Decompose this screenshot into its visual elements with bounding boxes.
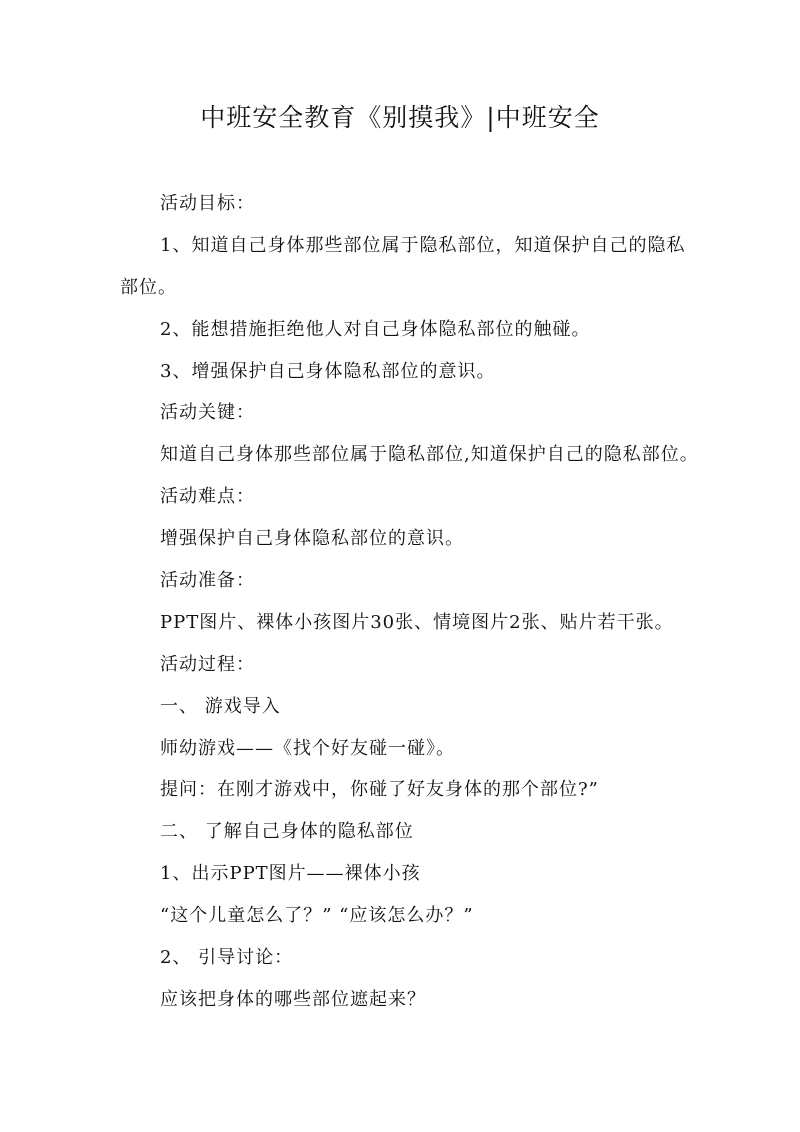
process-step-1-question: 提问：在刚才游戏中，你碰了好友身体的那个部位?” [160, 779, 599, 800]
preparation-text: PPT图片、裸体小孩图片30张、情境图片2张、贴片若干张。 [160, 612, 674, 633]
process-step-1-text: 师幼游戏——《找个好友碰一碰》。 [160, 738, 455, 759]
section-heading-preparation: 活动准备： [160, 570, 255, 591]
process-step-1-heading: 一、 游戏导入 [160, 696, 281, 717]
section-heading-key: 活动关键： [160, 402, 255, 423]
process-step-2-item-1: 1、出示PPT图片——裸体小孩 [160, 863, 421, 884]
process-step-2-heading: 二、 了解自己身体的隐私部位 [160, 821, 414, 842]
goal-item-1: 1、知道自己身体那些部位属于隐私部位，知道保护自己的隐私 [160, 235, 686, 256]
goal-item-1-continued: 部位。 [120, 277, 177, 298]
document-title: 中班安全教育《别摸我》|中班安全 [200, 103, 600, 132]
process-step-2-quotes: “这个儿童怎么了？” “应该怎么办？” [160, 905, 474, 926]
section-heading-goals: 活动目标： [160, 193, 255, 214]
goal-item-3: 3、增强保护自己身体隐私部位的意识。 [160, 361, 496, 382]
key-point-text: 知道自己身体那些部位属于隐私部位,知道保护自己的隐私部位。 [160, 444, 699, 465]
process-step-2-question: 应该把身体的哪些部位遮起来？ [160, 989, 426, 1010]
section-heading-difficulty: 活动难点： [160, 486, 255, 507]
difficulty-text: 增强保护自己身体隐私部位的意识。 [160, 528, 464, 549]
process-step-2-item-2: 2、 引导讨论： [160, 947, 294, 968]
goal-item-2: 2、能想措施拒绝他人对自己身体隐私部位的触碰。 [160, 319, 591, 340]
section-heading-process: 活动过程： [160, 654, 255, 675]
